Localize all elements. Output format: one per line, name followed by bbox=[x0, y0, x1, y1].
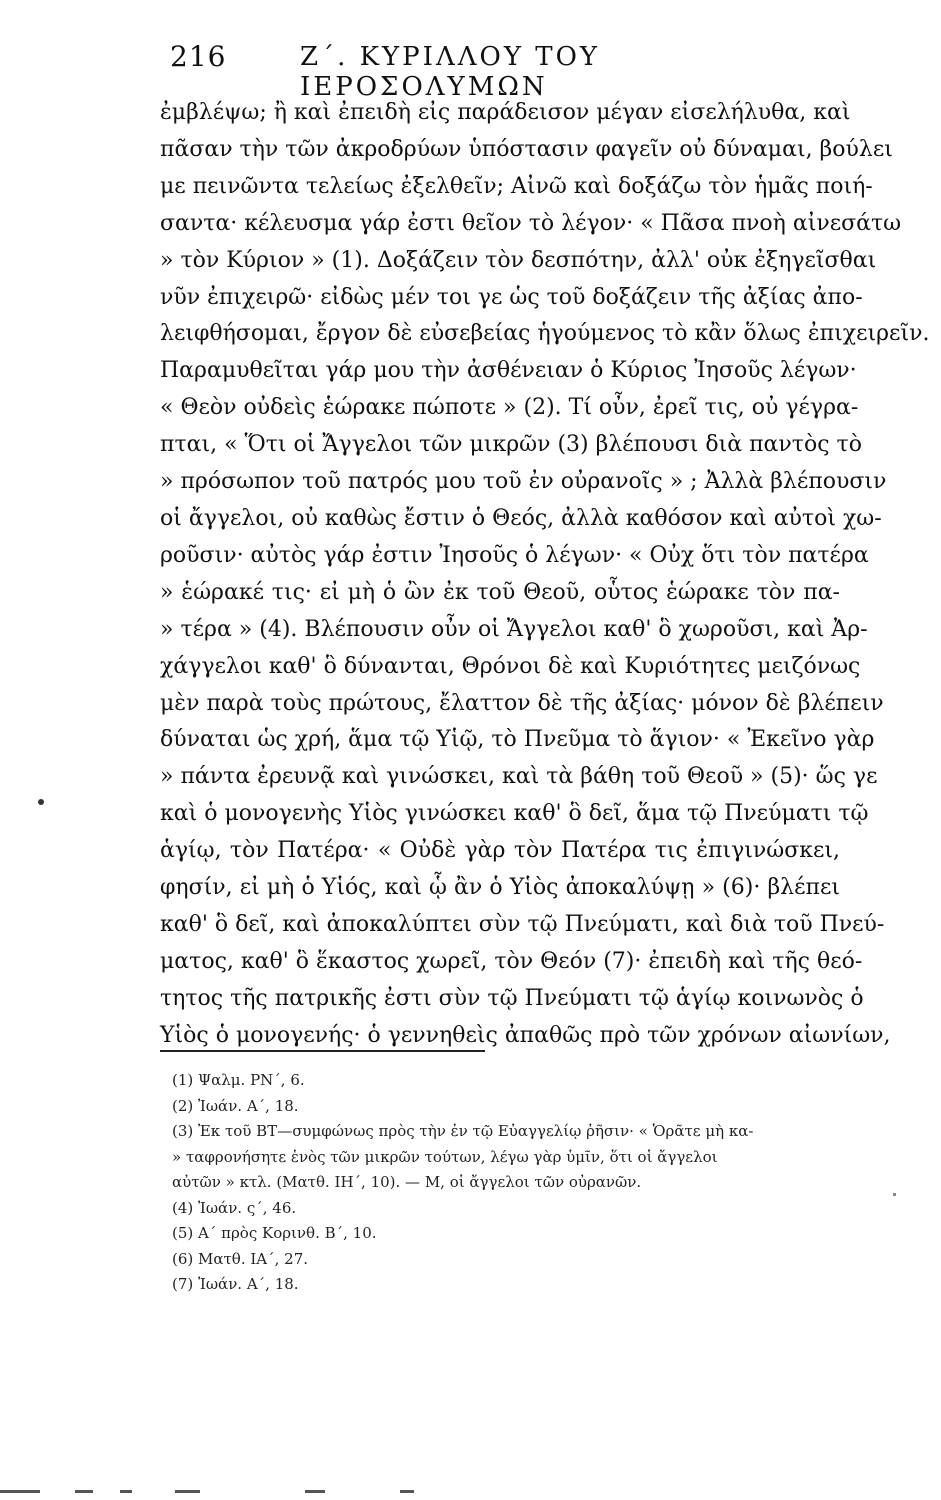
scan-edge-specks bbox=[0, 1484, 941, 1500]
text-line: » τὸν Κύριον » (1). Δοξάζειν τὸν δεσπότην, ἀλλ' οὐκ ἐξηγεῖσθαι bbox=[160, 247, 877, 273]
main-text bbox=[160, 95, 930, 1055]
footnote: (7) Ἰωάν. Α΄, 18. bbox=[172, 1275, 299, 1293]
text-line: σαντα· κέλευσμα γάρ ἐστι θεῖον τὸ λέγον· « Πᾶσα πνοὴ αἰνεσάτω bbox=[160, 210, 902, 236]
scan-speck bbox=[305, 1490, 325, 1493]
text-line: ἐμβλέψω; ἢ καὶ ἐπειδὴ εἰς παράδεισον μέγαν εἰσελήλυθα, καὶ bbox=[160, 100, 851, 125]
scan-speck bbox=[75, 1490, 93, 1493]
text-line: καθ' ὃ δεῖ, καὶ ἀποκαλύπτει σὺν τῷ Πνεύματι, καὶ διὰ τοῦ Πνεύ- bbox=[160, 911, 885, 937]
text-line: ματος, καθ' ὃ ἕκαστος χωρεῖ, τὸν Θεόν (7)· ἐπειδὴ καὶ τῆς θεό- bbox=[160, 948, 863, 974]
text-line: χάγγελοι καθ' ὃ δύνανται, Θρόνοι δὲ καὶ Κυριότητες μειζόνως bbox=[160, 653, 861, 679]
text-line: φησίν, εἰ μὴ ὁ Υἱός, καὶ ᾧ ἂν ὁ Υἱὸς ἀποκαλύψῃ » (6)· βλέπει bbox=[160, 875, 840, 901]
scan-speck bbox=[0, 1490, 40, 1493]
text-line: ἁγίῳ, τὸν Πατέρα· « Οὐδὲ γὰρ τὸν Πατέρα τις ἐπιγινώσκει, bbox=[160, 838, 840, 864]
text-line: Υἱὸς ὁ μονογενής· ὁ γεννηθεὶς ἀπαθῶς πρὸ τῶν χρόνων αἰωνίων, bbox=[160, 1022, 891, 1048]
text-line: νῦν ἐπιχειρῶ· εἰδὼς μέν τοι γε ὡς τοῦ δοξάζειν τῆς ἀξίας ἀπο- bbox=[160, 284, 863, 310]
footnote-continuation: αὐτῶν » κτλ. (Ματθ. ΙΗ΄, 10). — Μ, οἱ ἄγγελοι τῶν οὐρανῶν. bbox=[172, 1173, 642, 1191]
text-line: οἱ ἄγγελοι, οὐ καθὼς ἔστιν ὁ Θεός, ἀλλὰ καθόσον καὶ αὐτοὶ χω- bbox=[160, 505, 882, 531]
text-line: » πρόσωπον τοῦ πατρός μου τοῦ ἐν οὐρανοῖς » ; Ἀλλὰ βλέπουσιν bbox=[160, 469, 887, 495]
text-line: πᾶσαν τὴν τῶν ἀκροδρύων ὑπόστασιν φαγεῖν οὐ δύναμαι, βούλει bbox=[160, 136, 893, 162]
text-line: ροῦσιν· αὐτὸς γάρ ἐστιν Ἰησοῦς ὁ λέγων· « Οὐχ ὅτι τὸν πατέρα bbox=[160, 542, 869, 568]
footnote: (6) Ματθ. ΙΑ΄, 27. bbox=[172, 1249, 309, 1268]
text-line: με πεινῶντα τελείως ἐξελθεῖν; Αἰνῶ καὶ δοξάζω τὸν ἡμᾶς ποιή- bbox=[160, 173, 873, 199]
text-line: λειφθήσομαι, ἔργον δὲ εὐσεβείας ἡγούμενος τὸ κἂν ὅλως ἐπιχειρεῖν. bbox=[160, 321, 930, 347]
text-line: μὲν παρὰ τοὺς πρώτους, ἔλαττον δὲ τῆς ἀξίας· μόνον δὲ βλέπειν bbox=[160, 690, 884, 716]
page-number: 216 bbox=[170, 40, 227, 73]
footnote: (3) Ἐκ τοῦ ΒΤ—συμφώνως πρὸς τὴν ἐν τῷ Εὐαγγελίῳ ῥῆσιν· « Ὁρᾶτε μὴ κα- bbox=[172, 1122, 754, 1140]
footnote-rule bbox=[160, 1050, 485, 1052]
text-line: » ἑώρακέ τις· εἰ μὴ ὁ ὢν ἐκ τοῦ Θεοῦ, οὗτος ἑώρακε τὸν πα- bbox=[160, 579, 840, 605]
edge-speck bbox=[893, 1193, 896, 1196]
running-head bbox=[170, 40, 770, 102]
scan-speck bbox=[120, 1490, 132, 1493]
scan-speck bbox=[400, 1490, 414, 1493]
text-line: Παραμυθεῖται γάρ μου τὴν ἀσθένειαν ὁ Κύριος Ἰησοῦς λέγων· bbox=[160, 358, 857, 384]
text-line: τητος τῆς πατρικῆς ἐστι σὺν τῷ Πνεύματι τῷ ἁγίῳ κοινωνὸς ὁ bbox=[160, 985, 864, 1011]
footnote-continuation: » ταφρονήσητε ἑνὸς τῶν μικρῶν τούτων, λέγω γὰρ ὑμῖν, ὅτι οἱ ἄγγελοι bbox=[172, 1147, 718, 1166]
scan-speck bbox=[175, 1490, 200, 1493]
margin-ink-dot bbox=[38, 799, 44, 805]
text-line: « Θεὸν οὐδεὶς ἑώρακε πώποτε » (2). Τί οὖν, ἐρεῖ τις, οὐ γέγρα- bbox=[160, 395, 859, 421]
text-line: καὶ ὁ μονογενὴς Υἱὸς γινώσκει καθ' ὃ δεῖ, ἅμα τῷ Πνεύματι τῷ bbox=[160, 801, 869, 827]
running-title: Ζ΄. ΚΥΡΙΛΛΟΥ ΤΟΥ ΙΕΡΟΣΟΛΥΜΩΝ bbox=[300, 42, 601, 102]
footnote: (1) Ψαλμ. ΡΝ΄, 6. bbox=[172, 1071, 305, 1089]
footnote: (5) Α΄ πρὸς Κορινθ. Β΄, 10. bbox=[172, 1224, 377, 1242]
footnote: (2) Ἰωάν. Α΄, 18. bbox=[172, 1096, 299, 1115]
text-line: δύναται ὡς χρή, ἅμα τῷ Υἱῷ, τὸ Πνεῦμα τὸ ἅγιον· « Ἐκεῖνο γὰρ bbox=[160, 727, 875, 753]
text-line: » τέρα » (4). Βλέπουσιν οὖν οἱ Ἄγγελοι καθ' ὃ χωροῦσι, καὶ Ἀρ- bbox=[160, 616, 868, 642]
footnote: (4) Ἰωάν. ς΄, 46. bbox=[172, 1198, 297, 1217]
footnotes bbox=[172, 1068, 852, 1298]
text-line: πται, « Ὅτι οἱ Ἄγγελοι τῶν μικρῶν (3) βλέπουσι διὰ παντὸς τὸ bbox=[160, 432, 862, 458]
text-line: » πάντα ἐρευνᾷ καὶ γινώσκει, καὶ τὰ βάθη τοῦ Θεοῦ » (5)· ὥς γε bbox=[160, 764, 878, 790]
